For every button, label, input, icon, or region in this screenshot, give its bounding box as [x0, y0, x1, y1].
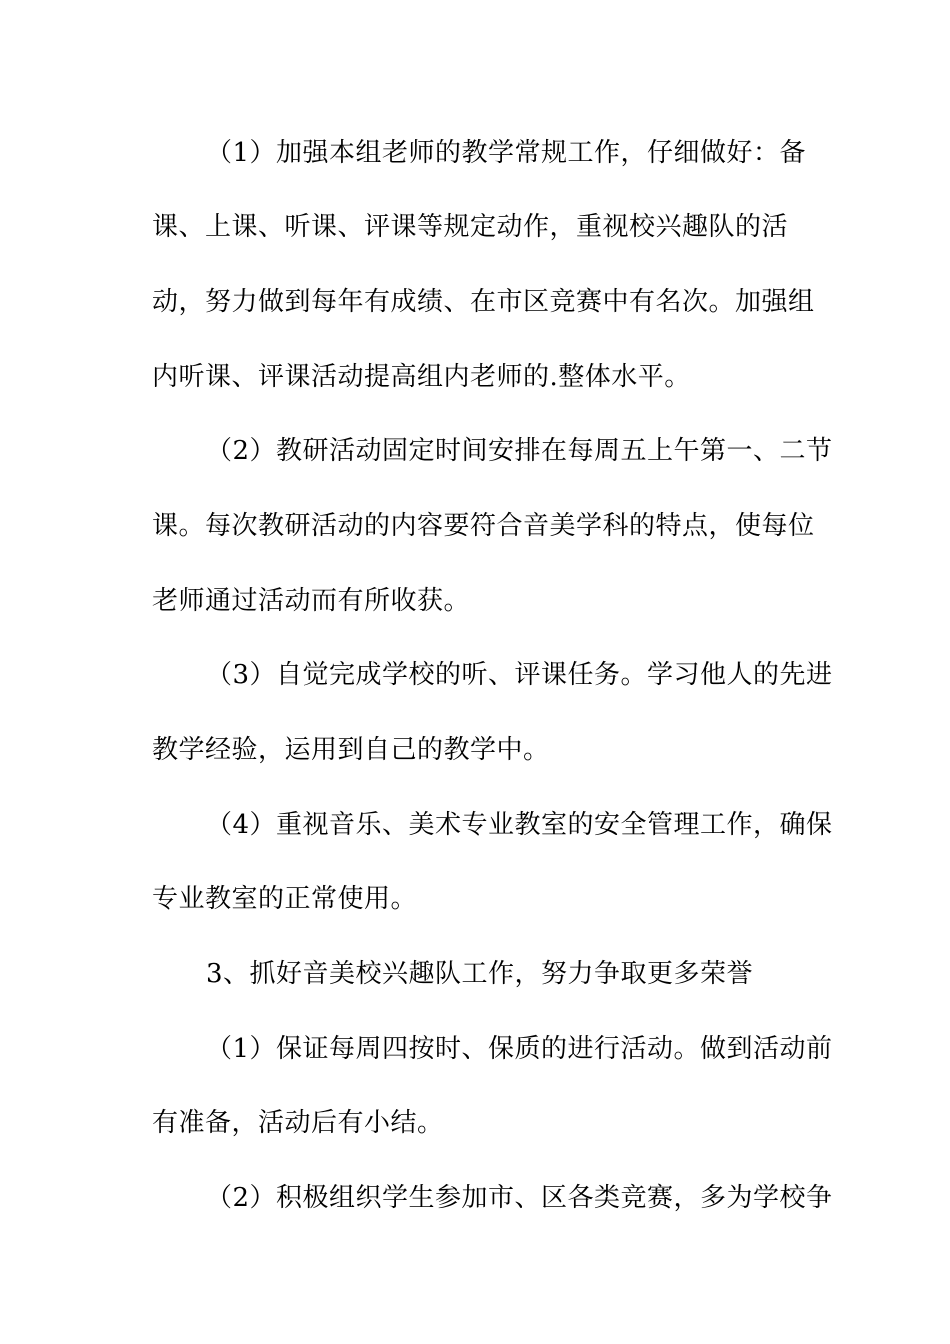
paragraph-4-line-1: （4）重视音乐、美术专业教室的安全管理工作，确保 [206, 810, 833, 840]
paragraph-1-line-4: 内听课、评课活动提高组内老师的.整体水平。 [152, 362, 691, 392]
paragraph-5-line-1: （1）保证每周四按时、保质的进行活动。做到活动前 [206, 1034, 833, 1064]
paragraph-5-line-2: 有准备，活动后有小结。 [152, 1108, 444, 1138]
paragraph-2-line-1: （2）教研活动固定时间安排在每周五上午第一、二节 [206, 436, 833, 466]
paragraph-2-line-2: 课。每次教研活动的内容要符合音美学科的特点，使每位 [152, 511, 815, 541]
paragraph-4-line-2: 专业教室的正常使用。 [152, 884, 418, 914]
paragraph-3-line-2: 教学经验，运用到自己的教学中。 [152, 735, 550, 765]
paragraph-1-line-3: 动，努力做到每年有成绩、在市区竞赛中有名次。加强组 [152, 287, 815, 317]
paragraph-6-line-1: （2）积极组织学生参加市、区各类竞赛，多为学校争 [206, 1183, 833, 1213]
paragraph-1-line-2: 课、上课、听课、评课等规定动作，重视校兴趣队的活 [152, 212, 789, 242]
section-heading-3: 3、抓好音美校兴趣队工作，努力争取更多荣誉 [206, 959, 754, 989]
paragraph-1-line-1: （1）加强本组老师的教学常规工作，仔细做好：备 [206, 138, 807, 168]
paragraph-3-line-1: （3）自觉完成学校的听、评课任务。学习他人的先进 [206, 660, 833, 690]
paragraph-2-line-3: 老师通过活动而有所收获。 [152, 586, 471, 616]
